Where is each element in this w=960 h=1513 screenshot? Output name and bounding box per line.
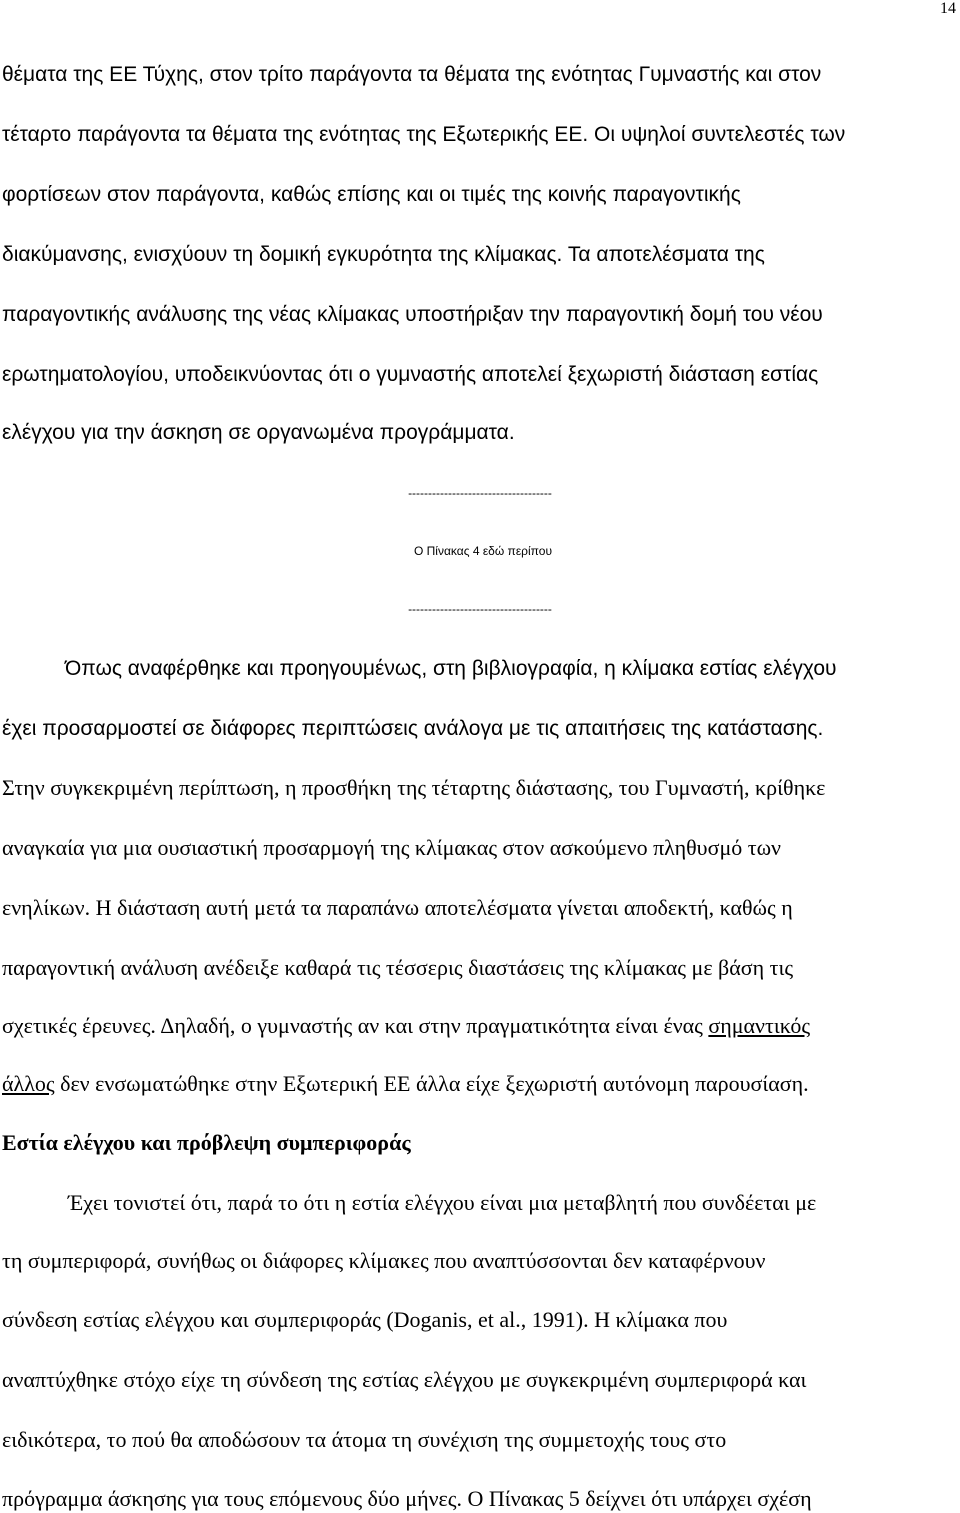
text-line: αναγκαία για μια ουσιαστική προσαρμογή της κλίμακας στον ασκούμενο πληθυσμό των [2, 835, 782, 860]
text-line: ερωτηματολογίου, υποδεικνύοντας ότι ο γυμναστής αποτελεί ξεχωριστή διάσταση εστίας [2, 363, 819, 386]
text-line: φορτίσεων στον παράγοντα, καθώς επίσης και οι τιμές της κοινής παραγοντικής [2, 183, 741, 206]
section-heading: Εστία ελέγχου και πρόβλεψη συμπεριφοράς [2, 1130, 411, 1155]
page-number: 14 [940, 0, 956, 17]
text-line: ενηλίκων. Η διάσταση αυτή μετά τα παραπάνω αποτελέσματα γίνεται αποδεκτή, καθώς η [2, 895, 793, 920]
text-line [2, 1072, 809, 1096]
text-line: θέματα της ΕΕ Τύχης, στον τρίτο παράγοντα τα θέματα της ενότητας Γυμναστής και στον [2, 63, 822, 86]
text-line: Έχει τονιστεί ότι, παρά το ότι η εστία ελέγχου είναι μια μεταβλητή που συνδέεται με [68, 1190, 817, 1215]
text-line: έχει προσαρμοστεί σε διάφορες περιπτώσεις ανάλογα με τις απαιτήσεις της κατάστασης. [2, 717, 824, 740]
text-line: Στην συγκεκριμένη περίπτωση, η προσθήκη της τέταρτης διάστασης, του Γυμναστή, κρίθηκε [2, 775, 826, 800]
text-line: τέταρτο παράγοντα τα θέματα της ενότητας της Εξωτερικής ΕΕ. Οι υψηλοί συντελεστές των [2, 123, 846, 146]
text-line: ελέγχου για την άσκηση σε οργανωμένα προγράμματα. [2, 421, 515, 444]
text-line: αναπτύχθηκε στόχο είχε τη σύνδεση της εστίας ελέγχου με συγκεκριμένη συμπεριφορά και [2, 1367, 807, 1392]
text-run: δεν ενσωματώθηκε στην Εξωτερική ΕΕ άλλα είχε ξεχωριστή αυτόνομη παρουσίαση. [54, 1071, 809, 1096]
text-line [2, 1014, 810, 1038]
text-line: παραγοντική ανάλυση ανέδειξε καθαρά τις τέσσερις διαστάσεις της κλίμακας με βάση τις [2, 955, 794, 980]
divider-line: ------------------------------------ [408, 602, 552, 616]
text-line: διακύμανσης, ενισχύουν τη δομική εγκυρότητα της κλίμακας. Τα αποτελέσματα της [2, 243, 765, 266]
text-line: τη συμπεριφορά, συνήθως οι διάφορες κλίμακες που αναπτύσσονται δεν καταφέρνουν [2, 1248, 766, 1273]
table-placeholder-label: Ο Πίνακας 4 εδώ περίπου [413, 544, 553, 558]
text-line: Όπως αναφέρθηκε και προηγουμένως, στη βιβλιογραφία, η κλίμακα εστίας ελέγχου [65, 657, 837, 680]
text-run: σχετικές έρευνες. Δηλαδή, ο γυμναστής αν και στην πραγματικότητα είναι ένας [2, 1013, 709, 1038]
text-line: ειδικότερα, το πού θα αποδώσουν τα άτομα τη συνέχιση της συμμετοχής τους στο [2, 1427, 727, 1452]
text-line: σύνδεση εστίας ελέγχου και συμπεριφοράς (Doganis, et al., 1991). Η κλίμακα που [2, 1307, 728, 1332]
text-line: παραγοντικής ανάλυσης της νέας κλίμακας υποστήριξαν την παραγοντική δομή του νέου [2, 303, 823, 326]
text-line: πρόγραμμα άσκησης για τους επόμενους δύο μήνες. Ο Πίνακας 5 δείχνει ότι υπάρχει σχέση [2, 1486, 812, 1511]
divider-line: ------------------------------------ [408, 486, 552, 500]
underlined-term: άλλος [2, 1071, 55, 1096]
underlined-term: σημαντικός [708, 1013, 811, 1038]
